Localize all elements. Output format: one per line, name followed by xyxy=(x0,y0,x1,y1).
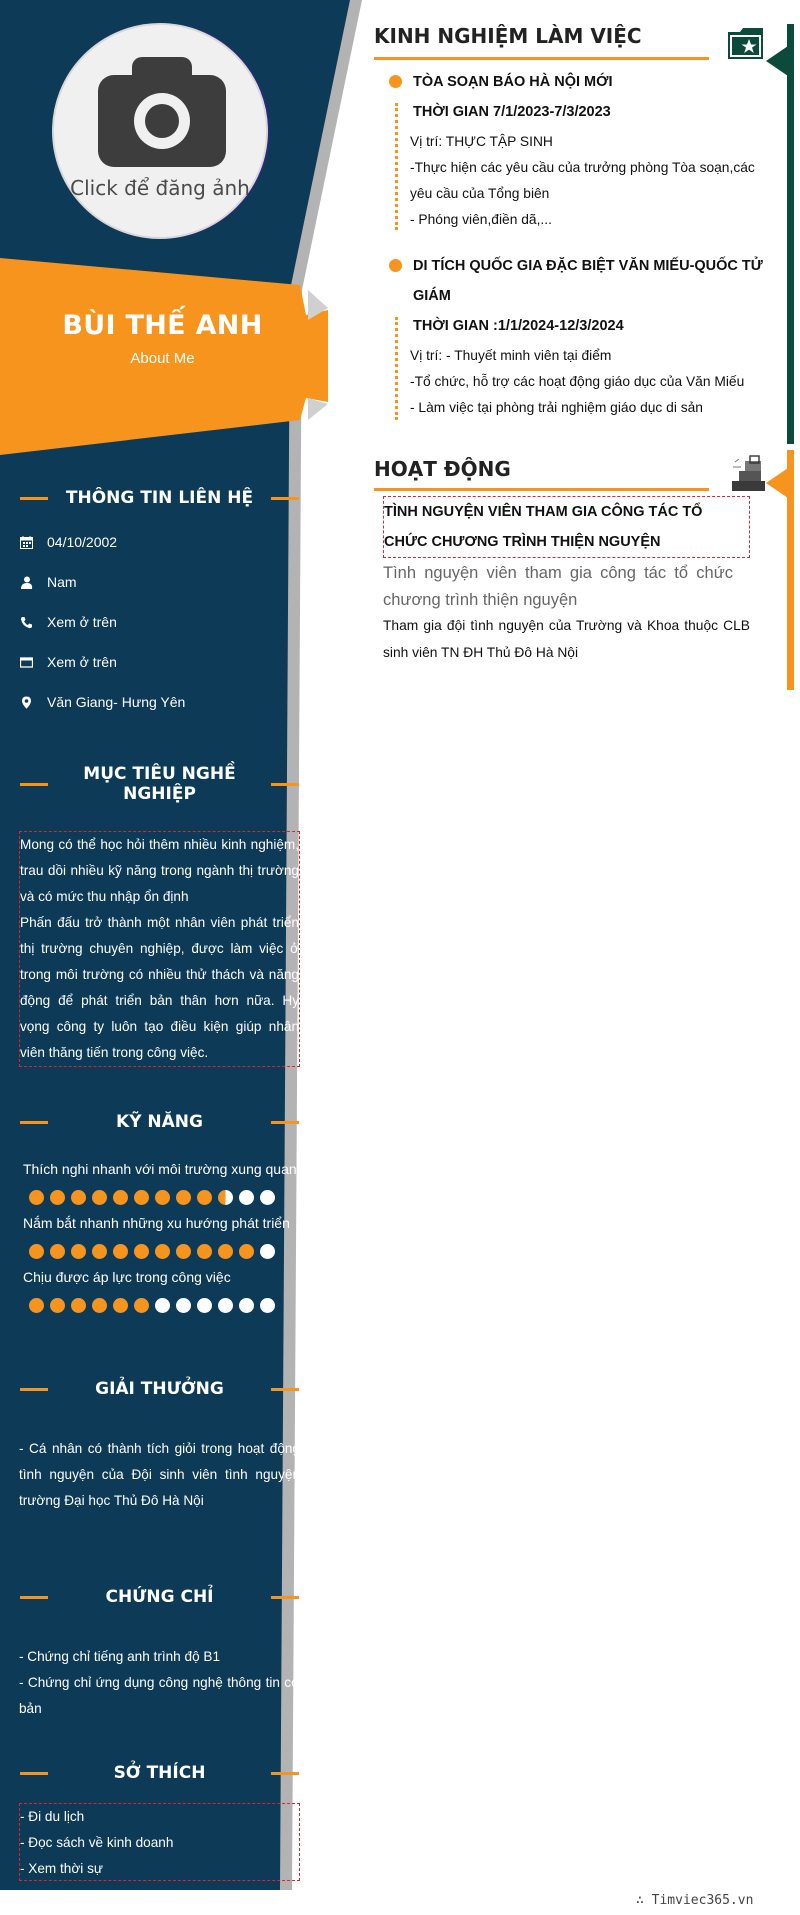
skill-rating xyxy=(29,1298,275,1313)
contact-email xyxy=(20,650,117,674)
rating-dot xyxy=(71,1244,86,1259)
contact-value: Xem ở trên xyxy=(47,654,117,670)
certificates-text: - Chứng chỉ tiếng anh trình độ B1 - Chứng chỉ ứng dụng công nghệ thông tin cơ bản xyxy=(19,1649,300,1716)
experience-title: KINH NGHIỆM LÀM VIỆC xyxy=(374,24,642,48)
rating-dot xyxy=(197,1244,212,1259)
rating-dot xyxy=(50,1244,65,1259)
section-pointer xyxy=(766,468,788,498)
rating-dot xyxy=(92,1190,107,1205)
phone-icon xyxy=(20,616,33,629)
timeline-line xyxy=(395,103,398,230)
rating-dot xyxy=(197,1190,212,1205)
rating-dot xyxy=(260,1190,275,1205)
rating-dot xyxy=(239,1298,254,1313)
podium-icon xyxy=(730,455,767,492)
activity-description: Tham gia đội tình nguyện của Trường và Khoa thuộc CLB sinh viên TN ĐH Thủ Đô Hà Nội xyxy=(383,618,750,660)
activity-role[interactable]: TÌNH NGUYỆN VIÊN THAM GIA CÔNG TÁC TỔ CHỨC CHƯƠNG TRÌNH THIỆN NGUYỆN xyxy=(383,496,750,558)
rating-dot xyxy=(113,1244,128,1259)
skills-header xyxy=(20,1107,299,1137)
contact-title: THÔNG TIN LIÊN HỆ xyxy=(65,488,254,508)
rating-dot xyxy=(155,1190,170,1205)
job-time: THỜI GIAN 7/1/2023-7/3/2023 xyxy=(413,104,611,120)
job-description: Vị trí: THỰC TẬP SINH -Thực hiện các yêu cầu của trưởng phòng Tòa soạn,các yêu cầu của Tổng biên - Phóng viên,điền dã,... xyxy=(410,134,755,227)
rating-dot xyxy=(176,1190,191,1205)
user-icon xyxy=(20,576,33,589)
activities-title: HOẠT ĐỘNG xyxy=(374,457,511,481)
contact-phone xyxy=(20,610,117,634)
rating-dot xyxy=(71,1190,86,1205)
job-time: THỜI GIAN :1/1/2024-12/3/2024 xyxy=(413,318,624,334)
certificates-header xyxy=(20,1582,299,1612)
rating-dot xyxy=(260,1298,275,1313)
hobbies-text[interactable]: - Đi du lịch - Đọc sách về kinh doanh - Xem thời sự xyxy=(19,1803,300,1881)
rating-dot xyxy=(134,1244,149,1259)
rating-dot xyxy=(29,1244,44,1259)
objective-title: MỤC TIÊU NGHỀ NGHIỆP xyxy=(83,764,236,804)
contact-value: Văn Giang- Hưng Yên xyxy=(47,694,186,710)
contact-header xyxy=(20,483,299,513)
avatar-upload[interactable] xyxy=(52,23,268,239)
timeline-bullet xyxy=(389,259,402,272)
skill-rating xyxy=(29,1244,275,1259)
experience-rail xyxy=(787,24,794,444)
section-pointer xyxy=(766,46,788,76)
avatar-caption: Click để đăng ảnh xyxy=(70,176,250,200)
activities-rail xyxy=(787,450,794,690)
job-company: DI TÍCH QUỐC GIA ĐẶC BIỆT VĂN MIẾU-QUỐC TỬ GIÁM xyxy=(413,258,763,304)
experience-header xyxy=(374,24,642,58)
contact-value: Nam xyxy=(47,574,77,590)
hobbies-title: SỞ THÍCH xyxy=(113,1763,206,1783)
rating-dot xyxy=(50,1298,65,1313)
rating-dot xyxy=(218,1190,233,1205)
rating-dot xyxy=(92,1244,107,1259)
rating-dot xyxy=(260,1244,275,1259)
hobbies-header xyxy=(20,1758,299,1788)
skill-label: Nắm bắt nhanh những xu hướng phát triển xyxy=(23,1215,290,1231)
footer-brand: ∴ Timviec365.vn xyxy=(636,1893,754,1908)
awards-title: GIẢI THƯỞNG xyxy=(95,1379,224,1399)
rating-dot xyxy=(29,1190,44,1205)
rating-dot xyxy=(92,1298,107,1313)
activity-subtitle: Tình nguyện viên tham gia công tác tổ chức chương trình thiện nguyện xyxy=(383,564,733,609)
rating-dot xyxy=(29,1298,44,1313)
name-block xyxy=(40,310,285,367)
rating-dot xyxy=(197,1298,212,1313)
rating-dot xyxy=(134,1190,149,1205)
certificates-title: CHỨNG CHỈ xyxy=(105,1587,214,1607)
rating-dot xyxy=(155,1298,170,1313)
location-icon xyxy=(20,696,33,709)
job-company: TÒA SOẠN BÁO HÀ NỘI MỚI xyxy=(413,74,613,90)
contact-birthday xyxy=(20,530,117,554)
calendar-icon xyxy=(20,536,33,549)
rating-dot xyxy=(218,1244,233,1259)
awards-text: - Cá nhân có thành tích giỏi trong hoạt động tình nguyện của Đội sinh viên tình nguyện trường Đại học Thủ Đô Hà Nội xyxy=(19,1441,300,1508)
contact-value: 04/10/2002 xyxy=(47,534,118,550)
contact-value: Xem ở trên xyxy=(47,614,117,630)
contact-address xyxy=(20,690,185,714)
skills-title: KỸ NĂNG xyxy=(116,1112,203,1132)
objective-header xyxy=(20,764,299,804)
camera-icon xyxy=(98,57,226,169)
skill-label: Chịu được áp lực trong công việc xyxy=(23,1269,231,1285)
rating-dot xyxy=(176,1298,191,1313)
activities-header xyxy=(374,457,511,491)
awards-header xyxy=(20,1374,299,1404)
rating-dot xyxy=(113,1190,128,1205)
timeline-bullet xyxy=(389,75,402,88)
rating-dot xyxy=(71,1298,86,1313)
rating-dot xyxy=(218,1298,233,1313)
rating-dot xyxy=(239,1190,254,1205)
skill-rating xyxy=(29,1190,275,1205)
email-icon xyxy=(20,656,33,669)
rating-dot xyxy=(176,1244,191,1259)
rating-dot xyxy=(239,1244,254,1259)
full-name: BÙI THẾ ANH xyxy=(62,310,263,341)
contact-gender xyxy=(20,570,77,594)
about-me: About Me xyxy=(130,350,195,367)
skill-label: Thích nghi nhanh với môi trường xung quanh xyxy=(23,1161,305,1177)
rating-dot xyxy=(134,1298,149,1313)
rating-dot xyxy=(113,1298,128,1313)
job-description: Vị trí: - Thuyết minh viên tại điểm -Tổ chức, hỗ trợ các hoạt động giáo dục của Văn Miếu - Làm việc tại phòng trải nghiệm giáo dục di sản xyxy=(410,348,745,415)
timeline-line xyxy=(395,317,398,420)
rating-dot xyxy=(155,1244,170,1259)
objective-text[interactable]: Mong có thể học hỏi thêm nhiều kinh nghiệm, trau dồi nhiều kỹ năng trong ngành thị trường và có mức thu nhập ổn định Phấn đấu trở thành một nhân viên phát triển thị trường chuyên nghiệp, được làm việc ở trong môi trường có nhiều thử thách và năng động để phát triển bản thân hơn nữa. Hy vọng công ty luôn tạo điều kiện giúp nhân viên thăng tiến trong công việc. xyxy=(19,831,300,1067)
folder-star-icon xyxy=(726,26,766,61)
rating-dot xyxy=(50,1190,65,1205)
